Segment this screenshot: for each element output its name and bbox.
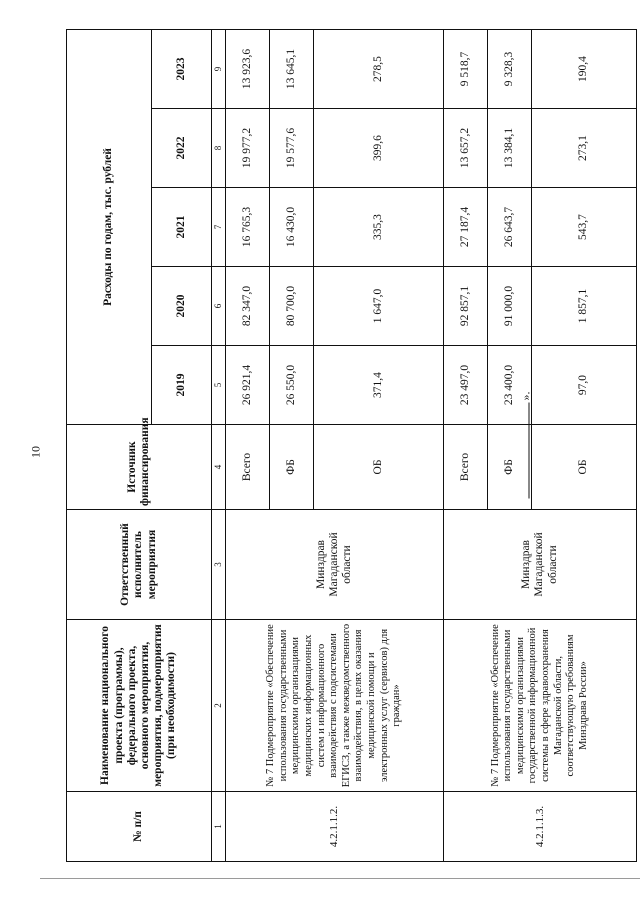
- end-mark: [519, 392, 534, 499]
- header-number: № п/п: [67, 792, 212, 862]
- expense-value: 26 643,7: [488, 188, 532, 267]
- expense-value: 13 657,2: [444, 109, 488, 188]
- expense-value: 371,4: [314, 346, 444, 425]
- column-number: 3: [212, 510, 226, 620]
- row-number: 4.2.1.1.3.: [444, 792, 637, 862]
- funding-source: Всего: [444, 425, 488, 510]
- header-year: 2020: [152, 267, 212, 346]
- expense-value: 80 700,0: [270, 267, 314, 346]
- expense-value: 16 765,3: [226, 188, 270, 267]
- expense-value: 1 647,0: [314, 267, 444, 346]
- page-number: 10: [28, 446, 43, 458]
- expense-value: 13 923,6: [226, 29, 270, 108]
- row-number: 4.2.1.1.2.: [226, 792, 444, 862]
- executor: Минздрав Магаданской области: [226, 510, 444, 620]
- column-number: 1: [212, 792, 226, 862]
- expense-value: 399,6: [314, 109, 444, 188]
- expense-value: 91 000,0: [488, 267, 532, 346]
- expense-value: 1 857,1: [532, 267, 637, 346]
- funding-source: ОБ: [314, 425, 444, 510]
- column-number: 2: [212, 620, 226, 792]
- header-year: 2023: [152, 29, 212, 108]
- expense-value: 92 857,1: [444, 267, 488, 346]
- header-year: 2021: [152, 188, 212, 267]
- header-source: Источник финансирования: [67, 425, 212, 510]
- funding-source: Всего: [226, 425, 270, 510]
- expense-value: 19 577,6: [270, 109, 314, 188]
- header-expenses: Расходы по годам, тыс. рублей: [67, 29, 152, 424]
- expense-value: 278,5: [314, 29, 444, 108]
- page-bottom-rule: [40, 878, 640, 879]
- header-executor: Ответственный исполнитель мероприятия: [67, 510, 212, 620]
- column-number: 6: [212, 267, 226, 346]
- expense-value: 82 347,0: [226, 267, 270, 346]
- expense-value: 9 328,3: [488, 29, 532, 108]
- expense-value: 13 645,1: [270, 29, 314, 108]
- expense-value: 13 384,1: [488, 109, 532, 188]
- expense-value: 23 400,0: [488, 346, 532, 425]
- expense-value: 27 187,4: [444, 188, 488, 267]
- expense-value: 97,0: [532, 346, 637, 425]
- expense-value: 26 921,4: [226, 346, 270, 425]
- expense-value: 26 550,0: [270, 346, 314, 425]
- expense-value: 23 497,0: [444, 346, 488, 425]
- measure-name: № 7 Подмероприятие «Обеспечение использования государственными медицинскими организациями государственной информационной системы в сфере здравоохранения Магаданской области, соответствующую требованиям Минздрава России»: [444, 620, 637, 792]
- signature-line: [529, 403, 530, 499]
- expense-value: 273,1: [532, 109, 637, 188]
- funding-source: ОБ: [532, 425, 637, 510]
- closing-quote: ».: [518, 391, 533, 401]
- funding-source: ФБ: [270, 425, 314, 510]
- column-number: 7: [212, 188, 226, 267]
- expense-value: 543,7: [532, 188, 637, 267]
- column-number: 8: [212, 109, 226, 188]
- expense-value: 16 430,0: [270, 188, 314, 267]
- header-name: Наименование национального проекта (программы), федерального проекта, основного мероприятия, мероприятия, подмероприятия (при необходимости): [67, 620, 212, 792]
- executor: Минздрав Магаданской области: [444, 510, 637, 620]
- budget-table-rotated: [66, 30, 637, 862]
- expense-value: 190,4: [532, 29, 637, 108]
- table-row: [226, 29, 270, 861]
- header-year: 2022: [152, 109, 212, 188]
- funding-source: ФБ: [488, 425, 532, 510]
- column-number: 5: [212, 346, 226, 425]
- column-number: 4: [212, 425, 226, 510]
- expense-value: 19 977,2: [226, 109, 270, 188]
- column-number: 9: [212, 29, 226, 108]
- table-row: [444, 29, 488, 861]
- budget-table: [66, 29, 637, 862]
- expense-value: 9 518,7: [444, 29, 488, 108]
- header-year: 2019: [152, 346, 212, 425]
- measure-name: № 7 Подмероприятие «Обеспечение использования государственными медицинскими организациями медицинских информационных систем и информационного взаимодействия с подсистемами ЕГИСЗ, а также межведомственного взаимодействия, в целях оказания медицинской помощи и электронных услуг (сервисов) для граждан»: [226, 620, 444, 792]
- expense-value: 335,3: [314, 188, 444, 267]
